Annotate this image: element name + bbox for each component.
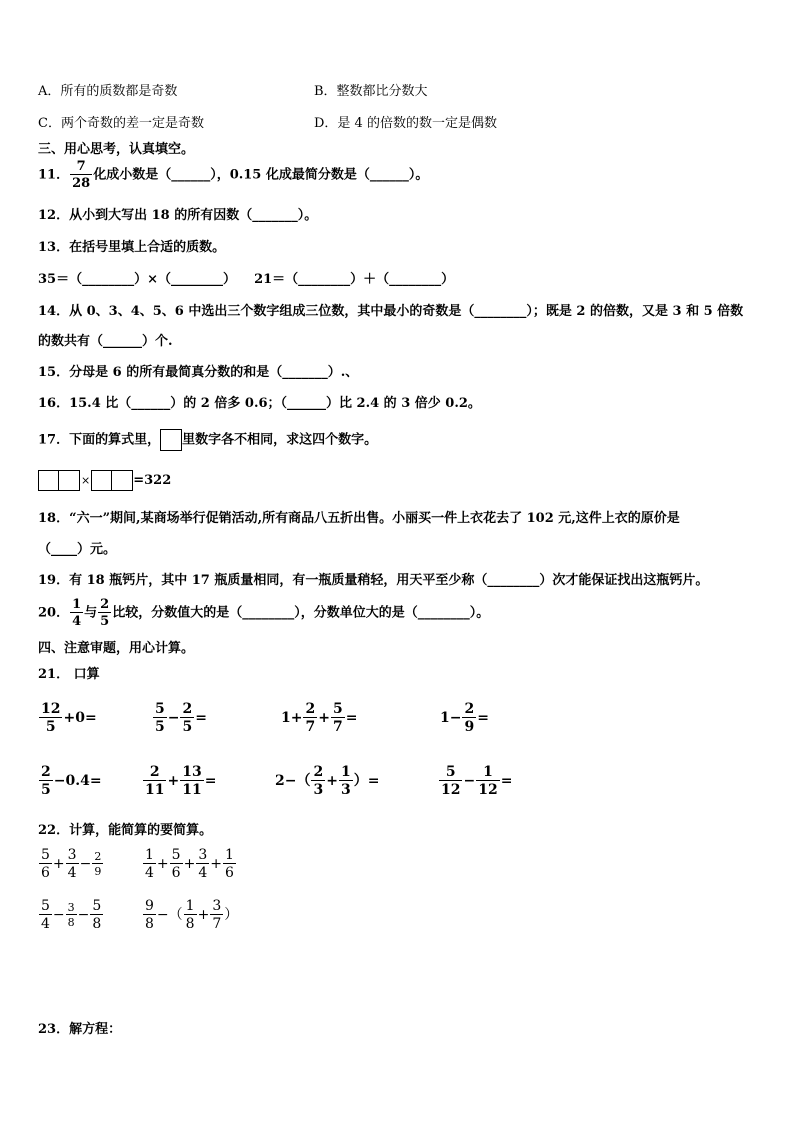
question-17 [38,429,377,451]
section-3-heading: 三、用心思考，认真填空。 [38,142,195,157]
option-a: A．所有的质数都是奇数 [38,84,178,99]
oral-calc-1: $\frac{12}{5}$ +0= [41,701,97,735]
question-19: 19．有 18 瓶钙片，其中 17 瓶质量相同，有一瓶质量稍轻，用天平至少称（________）次才能保证找出这瓶钙片。 [38,573,709,588]
q17-pre: 17．下面的算式里， [38,432,161,448]
calc-4: $\frac{9}{8}$ −（ $\frac{1}{8}$ + $\frac{3}{7}$ ） [145,898,239,932]
q11-text: 化成小数是（______），0.15 化成最简分数是（______）。 [93,167,429,183]
question-13-equations: 35＝（________）×（________） 21＝（________）＋（________） [38,272,455,287]
oral-calc-7: 2−（ $\frac{2}{3}$ + $\frac{1}{3}$ ）= [275,764,380,798]
question-11 [38,160,428,190]
q11-number: 11． [38,167,70,183]
option-b: B．整数都比分数大 [314,84,428,99]
digit-box[interactable] [91,470,112,491]
calc-1: $\frac{5}{6}$ + $\frac{3}{4}$ − $\frac{2}{9}$ [41,847,102,881]
oral-calc-4: 1− $\frac{2}{9}$ = [440,701,489,735]
option-d: D．是 4 的倍数的数一定是偶数 [314,116,497,131]
oral-calc-2: $\frac{5}{5}$ − $\frac{2}{5}$ = [155,701,207,735]
section-4-heading: 四、注意审题，用心计算。 [38,641,195,656]
digit-box[interactable] [38,470,59,491]
question-20 [38,598,489,628]
q17-blank-box [160,429,182,451]
option-c: C．两个奇数的差一定是奇数 [38,116,204,131]
oral-calc-8: $\frac{5}{12}$ − $\frac{1}{12}$ = [441,764,513,798]
q11-fraction: $\frac{7}{28}$ [72,159,91,191]
digit-box[interactable] [112,470,133,491]
question-16: 16．15.4 比（______）的 2 倍多 0.6；（______）比 2.4 的 3 倍少 0.2。 [38,396,481,411]
question-23: 23．解方程： [38,1022,122,1037]
q20-text: 比较，分数值大的是（________），分数单位大的是（________）。 [112,605,490,621]
q20-fraction-2: $\frac{2}{5}$ [100,597,110,629]
oral-calc-5: $\frac{2}{5}$ −0.4= [41,764,102,798]
question-14-line1: 14．从 0、3、4、5、6 中选出三个数字组成三位数，其中最小的奇数是（________）；既是 2 的倍数，又是 3 和 5 倍数 [38,304,744,319]
question-15: 15．分母是 6 的所有最简真分数的和是（_______）.、 [38,365,359,380]
oral-calc-6: $\frac{2}{11}$ + $\frac{13}{11}$ = [145,764,217,798]
calc-3: $\frac{5}{4}$ − $\frac{3}{8}$ − $\frac{5}{8}$ [41,898,102,932]
digit-box[interactable] [59,470,80,491]
times-sign: × [81,473,91,487]
q20-mid: 与 [84,605,98,621]
q17-result: =322 [133,472,172,488]
calc-2: $\frac{1}{4}$ + $\frac{5}{6}$ + $\frac{3}{4}$ + $\frac{1}{6}$ [145,847,234,881]
question-18-line2: （____）元。 [38,542,117,557]
question-18-line1: 18．“六一”期间,某商场举行促销活动,所有商品八五折出售。小丽买一件上衣花去了 102 元,这件上衣的原价是 [38,511,680,526]
question-21: 21． 口算 [38,667,100,682]
question-12: 12．从小到大写出 18 的所有因数（_______）。 [38,208,318,223]
oral-calc-3: 1+ $\frac{2}{7}$ + $\frac{5}{7}$ = [281,701,358,735]
q17-post: 里数字各不相同，求这四个数字。 [182,432,378,448]
question-17-equation [38,470,171,491]
question-13: 13．在括号里填上合适的质数。 [38,240,226,255]
q20-fraction-1: $\frac{1}{4}$ [72,597,82,629]
question-22: 22．计算，能简算的要简算。 [38,823,213,838]
q20-number: 20． [38,605,70,621]
question-14-line2: 的数共有（______）个. [38,334,173,349]
